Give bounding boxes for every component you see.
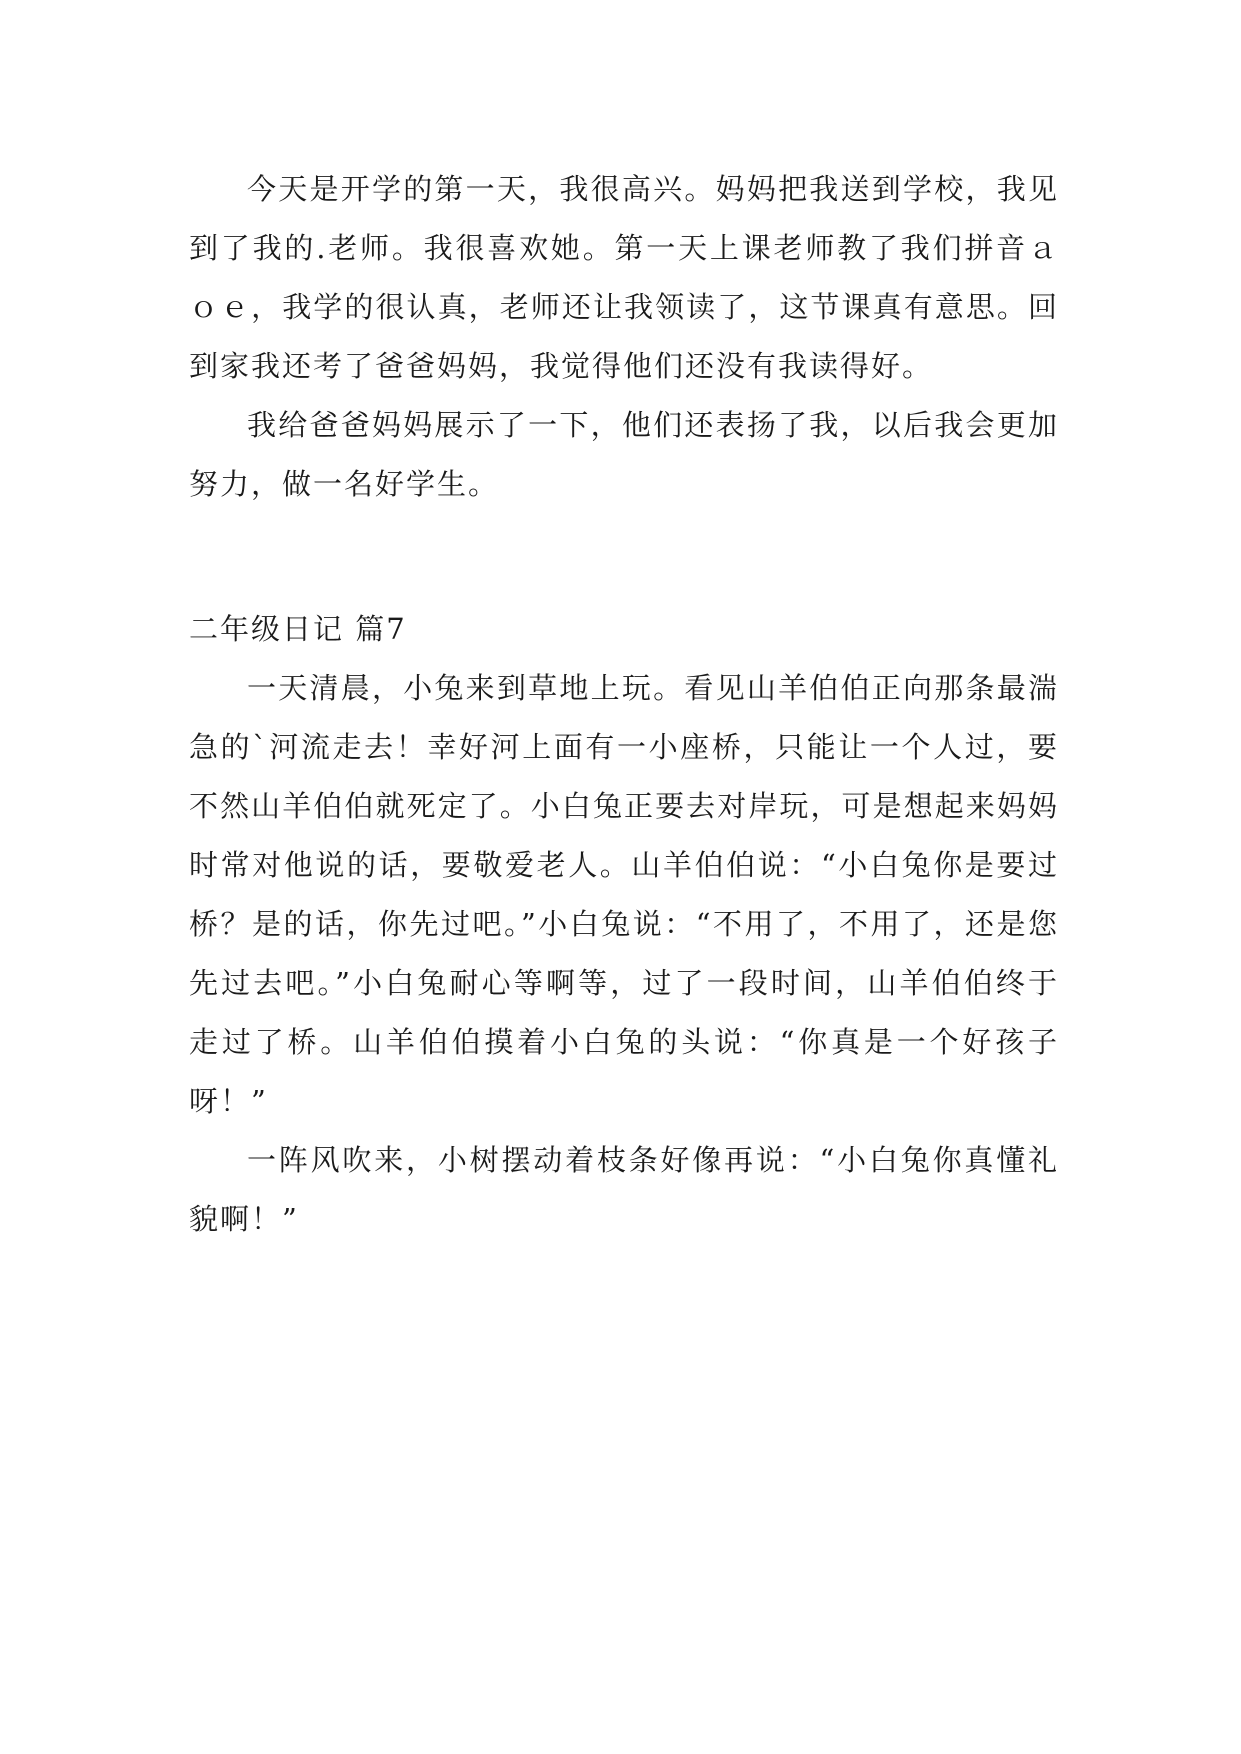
paragraph: 我给爸爸妈妈展示了一下，他们还表扬了我，以后我会更加努力，做一名好学生。 (189, 408, 1059, 501)
paragraph: 一天清晨，小兔来到草地上玩。看见山羊伯伯正向那条最湍急的`河流走去！幸好河上面有一小座桥，只能让一个人过，要不然山羊伯伯就死定了。小白兔正要去对岸玩，可是想起来妈妈时常对他说的话，要敬爱老人。山羊伯伯说：“小白兔你是要过桥？是的话，你先过吧。”小白兔说：“不用了，不用了，还是您先过去吧。”小白兔耐心等啊等，过了一段时间，山羊伯伯终于走过了桥。山羊伯伯摸着小白兔的头说：“你真是一个好孩子呀！” (189, 671, 1059, 1118)
section-2-body (189, 659, 1059, 1249)
paragraph: 今天是开学的第一天，我很高兴。妈妈把我送到学校，我见到了我的.老师。我很喜欢她。第一天上课老师教了我们拼音ａｏｅ，我学的很认真，老师还让我领读了，这节课真有意思。回到家我还考了爸爸妈妈，我觉得他们还没有我读得好。 (189, 172, 1059, 383)
paragraph: 一阵风吹来，小树摆动着枝条好像再说：“小白兔你真懂礼貌啊！” (189, 1143, 1059, 1236)
section-title: 二年级日记 篇7 (189, 612, 407, 646)
section-1-body (189, 160, 1059, 514)
